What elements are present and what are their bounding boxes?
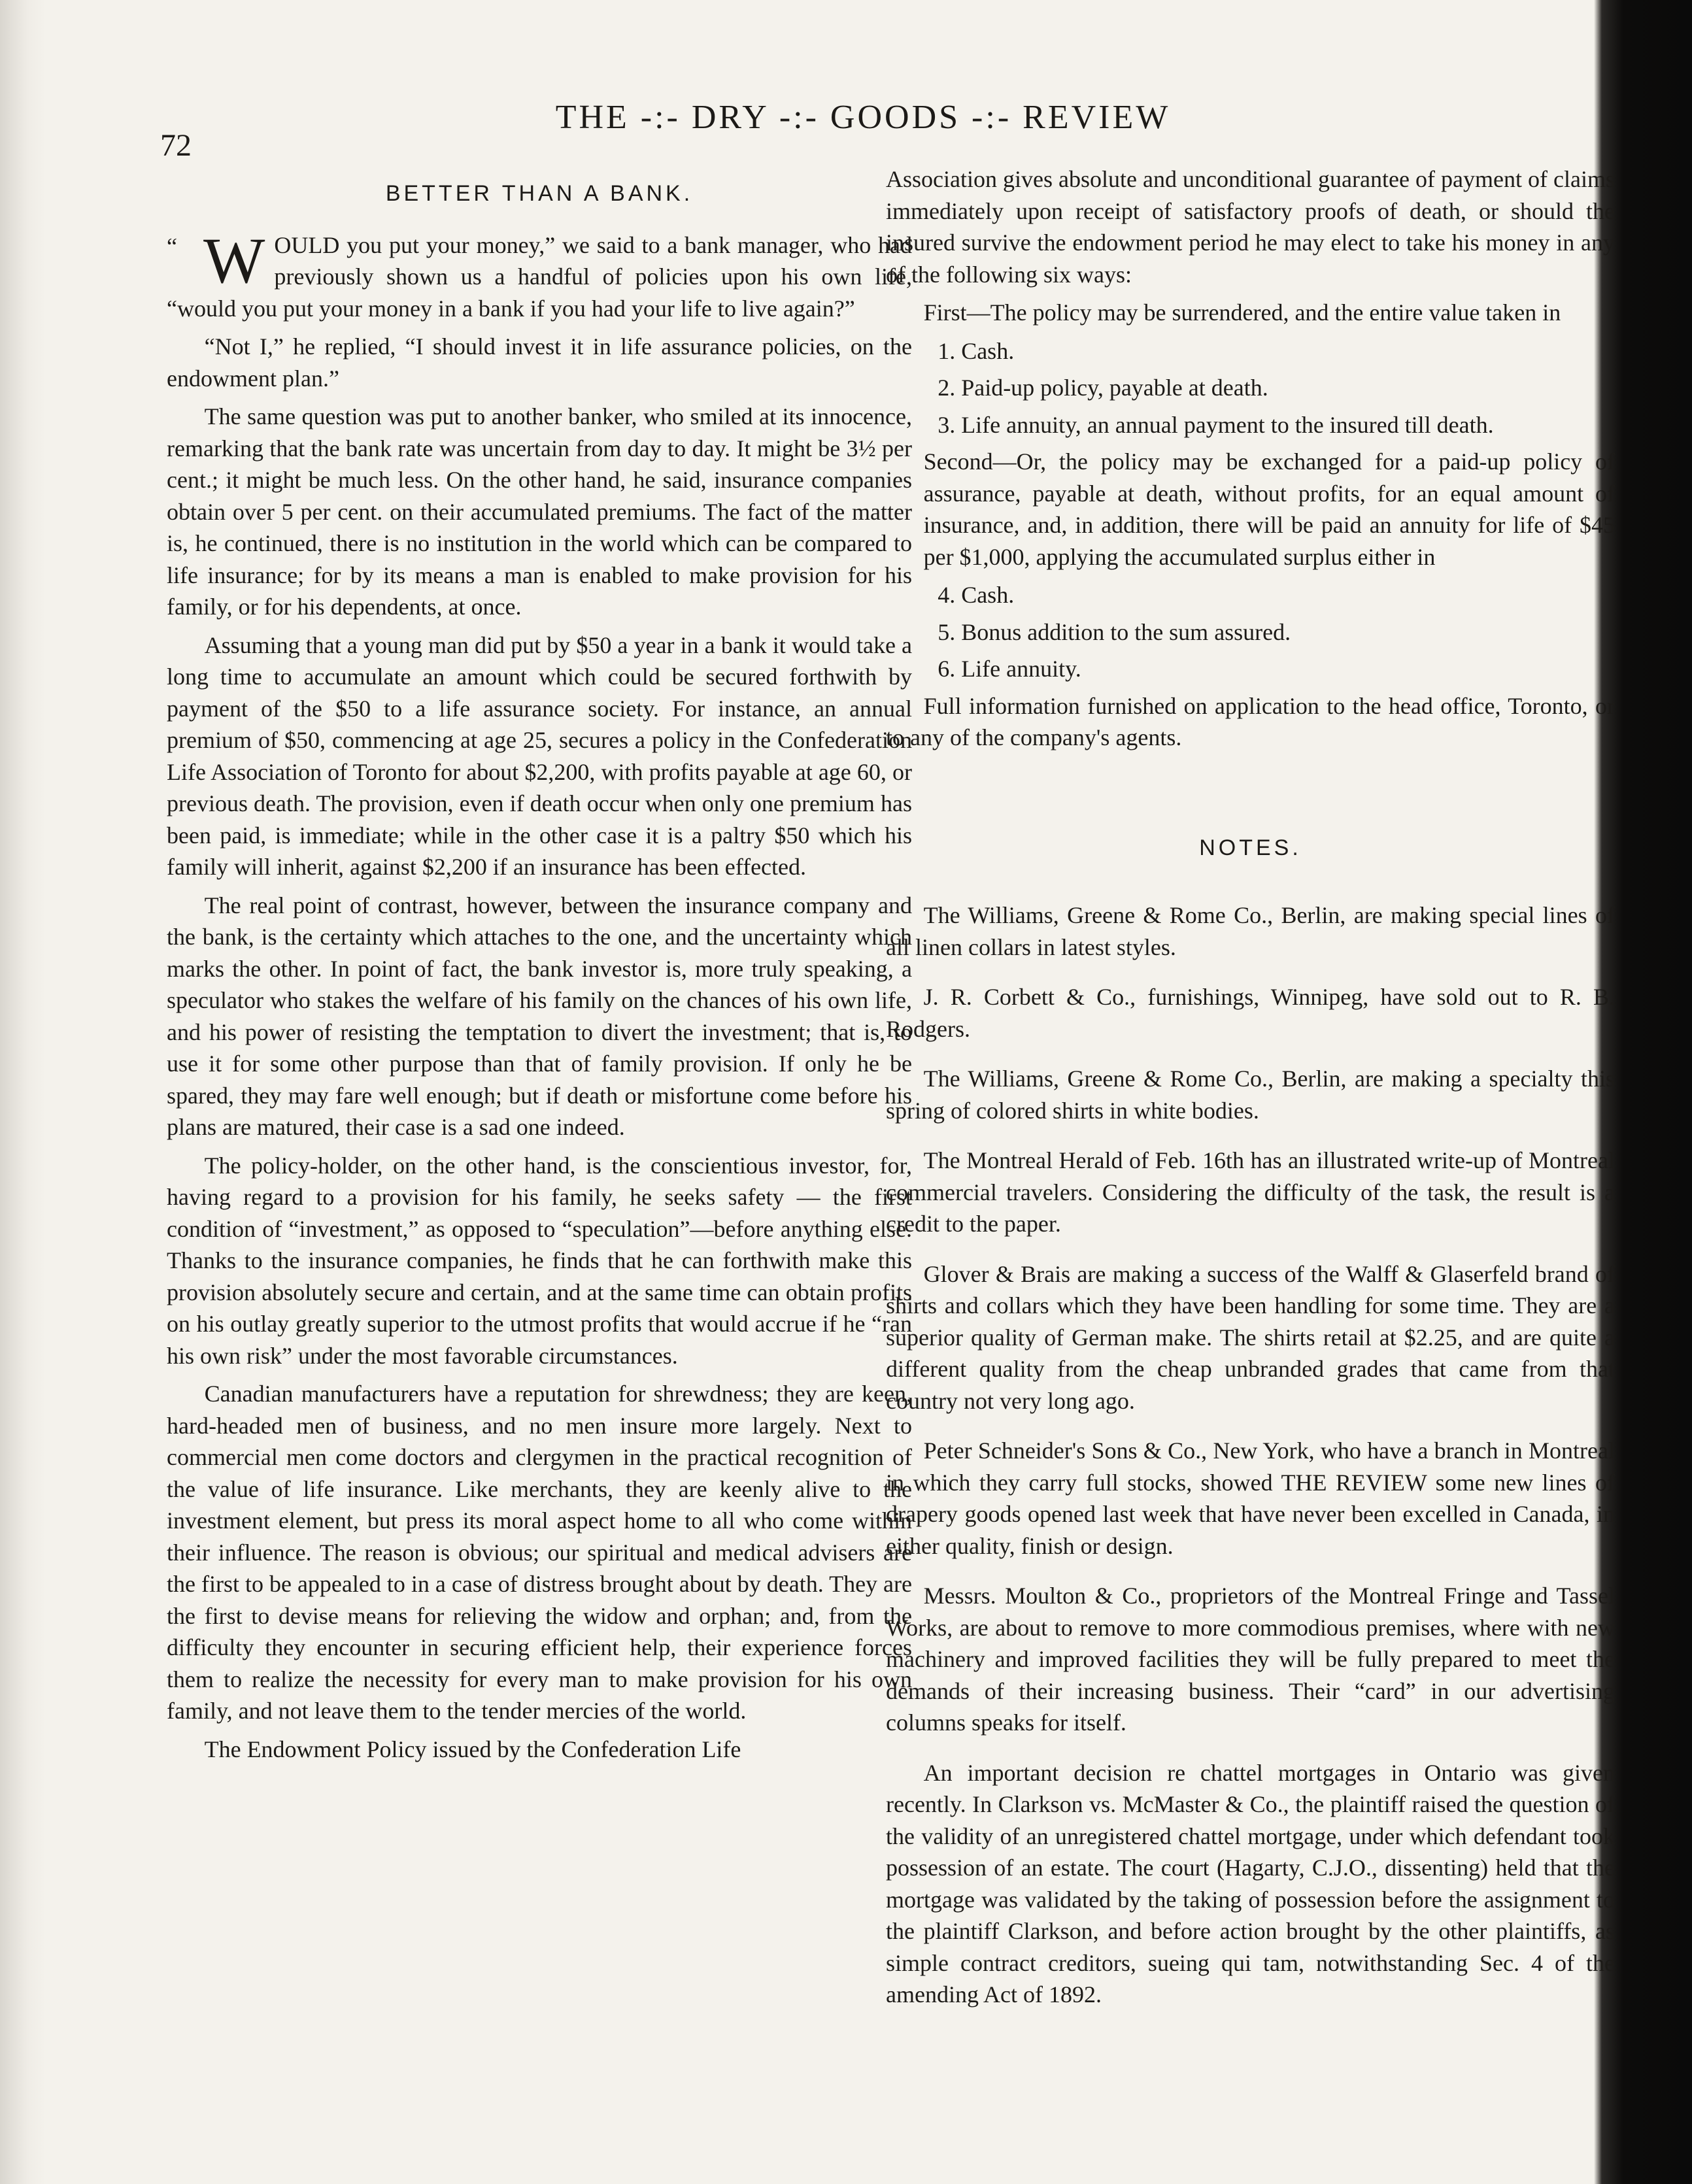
note-item: The Montreal Herald of Feb. 16th has an illustrated write-up of Montreal commercial travelers. Considering the difficulty of the task, the result is a credit to the paper.	[886, 1147, 1615, 1237]
note-item: J. R. Corbett & Co., furnishings, Winnipeg, have sold out to R. B. Rodgers.	[886, 984, 1615, 1042]
paragraph: Canadian manufacturers have a reputation for shrewdness; they are keen, hard-headed men of business, and no men insure more largely. Next to commercial men come doctors and clergymen in the practical recognition of the value of life insurance. Like merchants, they are keenly alive to the investment element, but press its moral aspect home to all who come within their influence. The reason is obvious; our spiritual and medical advisers are the first to be appealed to in a case of distress brought about by death. They are the first to devise means for relieving the widow and orphan; and, from the difficulty they encounter in securing efficient help, their experience forces them to realize the necessity for every man to make provision for his own family, and not leave them to the tender mercies of the world.	[167, 1381, 912, 1724]
notes-title: NOTES.	[1199, 835, 1302, 860]
paragraph: Assuming that a young man did put by $50 a year in a bank it would take a long time to accumulate an amount which could be secured forthwith by payment of the $50 to a life assurance society. For instance, an annual premium of $50, commencing at age 25, secures a policy in the Confederation Life Association of Toronto for about $2,200, with profits payable at age 60, or previous death. The provision, even if death occur when only one premium has been paid, is immediate; while in the other case it is a paltry $50 which his family will inherit, against $2,200 if an insurance has been effected.	[167, 631, 912, 880]
paragraph: The policy-holder, on the other hand, is the conscientious investor, for, having regard to a provision for his family, he seeks safety — the first condition of “investment,” as opposed to “speculation”—before anything else. Thanks to the insurance companies, he finds that he can forthwith make this provision absolutely secure and certain, and at the same time can obtain profits on his outlay greatly superior to the utmost profits that would accrue if he “ran his own risk” under the most favorable circumstances.	[167, 1152, 912, 1369]
running-head: THE -:- DRY -:- GOODS -:- REVIEW	[555, 99, 1171, 136]
note-item: An important decision re chattel mortgages in Ontario was given recently. In Clarkson vs. McMaster & Co., the plaintiff raised the question of the validity of an unregistered chattel mortgage, under which defendant took possession of an estate. The court (Hagarty, C.J.O., dissenting) held that the mortgage was validated by the taking of possession before the assignment to the plaintiff Clarkson, and before action brought by the other plaintiffs, as simple contract creditors, sueing qui tam, notwithstanding Sec. 4 of the amending Act of 1892.	[886, 1759, 1615, 2008]
note-item: Glover & Brais are making a success of the Walff & Glaserfeld brand of shirts and collars which they have been handling for some time. They are a superior quality of German make. The shirts retail at $2.25, and are quite a different quality from the cheap unbranded grades that came from that country not very long ago.	[886, 1260, 1615, 1414]
option-item: 5. Bonus addition to the sum assured.	[938, 618, 1291, 645]
scan-edge-left	[0, 0, 46, 2184]
paragraph: Full information furnished on application to the head office, Toronto, or to any of the company's agents.	[886, 692, 1615, 750]
paragraph-text: OULD you put your money,” we said to a bank manager, who had previously shown us a handful of policies upon his own life, “would you put your money in a bank if you had your life to live again?”	[167, 231, 912, 322]
option-first: First—The policy may be surrendered, and the entire value taken in	[923, 299, 1561, 326]
drop-cap: W	[203, 224, 265, 297]
paragraph: Association gives absolute and unconditional guarantee of payment of claims immediately upon receipt of satisfactory proofs of death, or should the insured survive the endowment period he may elect to take his money in any of the following six ways:	[886, 166, 1615, 288]
option-item: 2. Paid-up policy, payable at death.	[938, 375, 1268, 401]
option-second: Second—Or, the policy may be exchanged for a paid-up policy of assurance, payable at death, without profits, for an equal amount of insurance, and, in addition, there will be paid an annuity for life of $45 per $1,000, applying the accumulated surplus either in	[923, 448, 1615, 570]
open-quote: “	[167, 233, 177, 260]
opening-paragraph	[167, 224, 912, 325]
option-item: 1. Cash.	[938, 337, 1015, 364]
right-column	[886, 163, 1615, 2029]
paragraph: “Not I,” he replied, “I should invest it in life assurance policies, on the endowment plan.”	[167, 333, 912, 392]
option-item: 6. Life annuity.	[938, 656, 1081, 682]
option-item: 3. Life annuity, an annual payment to the insured till death.	[938, 411, 1494, 438]
page-number: 72	[160, 128, 192, 163]
left-column	[167, 178, 912, 1772]
note-item: The Williams, Greene & Rome Co., Berlin, are making a specialty this spring of colored shirts in white bodies.	[886, 1066, 1615, 1124]
option-item: 4. Cash.	[938, 582, 1015, 608]
paragraph: The Endowment Policy issued by the Confederation Life	[204, 1736, 741, 1762]
note-item: The Williams, Greene & Rome Co., Berlin, are making special lines of all linen collars in latest styles.	[886, 902, 1615, 960]
article-title: BETTER THAN A BANK.	[385, 181, 694, 206]
note-item: Peter Schneider's Sons & Co., New York, who have a branch in Montreal in which they carry full stocks, showed THE REVIEW some new lines of drapery goods opened last week that have never been excelled in Canada, in either quality, finish or design.	[886, 1437, 1615, 1559]
paragraph: The real point of contrast, however, between the insurance company and the bank, is the certainty which attaches to the one, and the uncertainty which marks the other. In point of fact, the bank investor is, more truly speaking, a speculator who stakes the welfare of his family on the chances of his own life, and his power of resisting the temptation to divert the investment; that is, to use it for some other purpose than that of family provision. If only he be spared, they may fare well enough; but if death or misfortune come before his plans are matured, their case is a sad one indeed.	[167, 892, 912, 1140]
note-item: Messrs. Moulton & Co., proprietors of the Montreal Fringe and Tassel Works, are about to remove to more commodious premises, where with new machinery and improved facilities they will be fully prepared to meet the demands of their increasing business. Their “card” in our advertising columns speaks for itself.	[886, 1583, 1615, 1736]
paragraph: The same question was put to another banker, who smiled at its innocence, remarking that the bank rate was uncertain from day to day. It might be 3½ per cent.; it might be much less. On the other hand, he said, insurance companies obtain over 5 per cent. on their accumulated premiums. The fact of the matter is, he continued, there is no institution in the world which can be compared to life insurance; for by its means a man is enabled to make provision for his family, or for his dependents, at once.	[167, 403, 912, 620]
